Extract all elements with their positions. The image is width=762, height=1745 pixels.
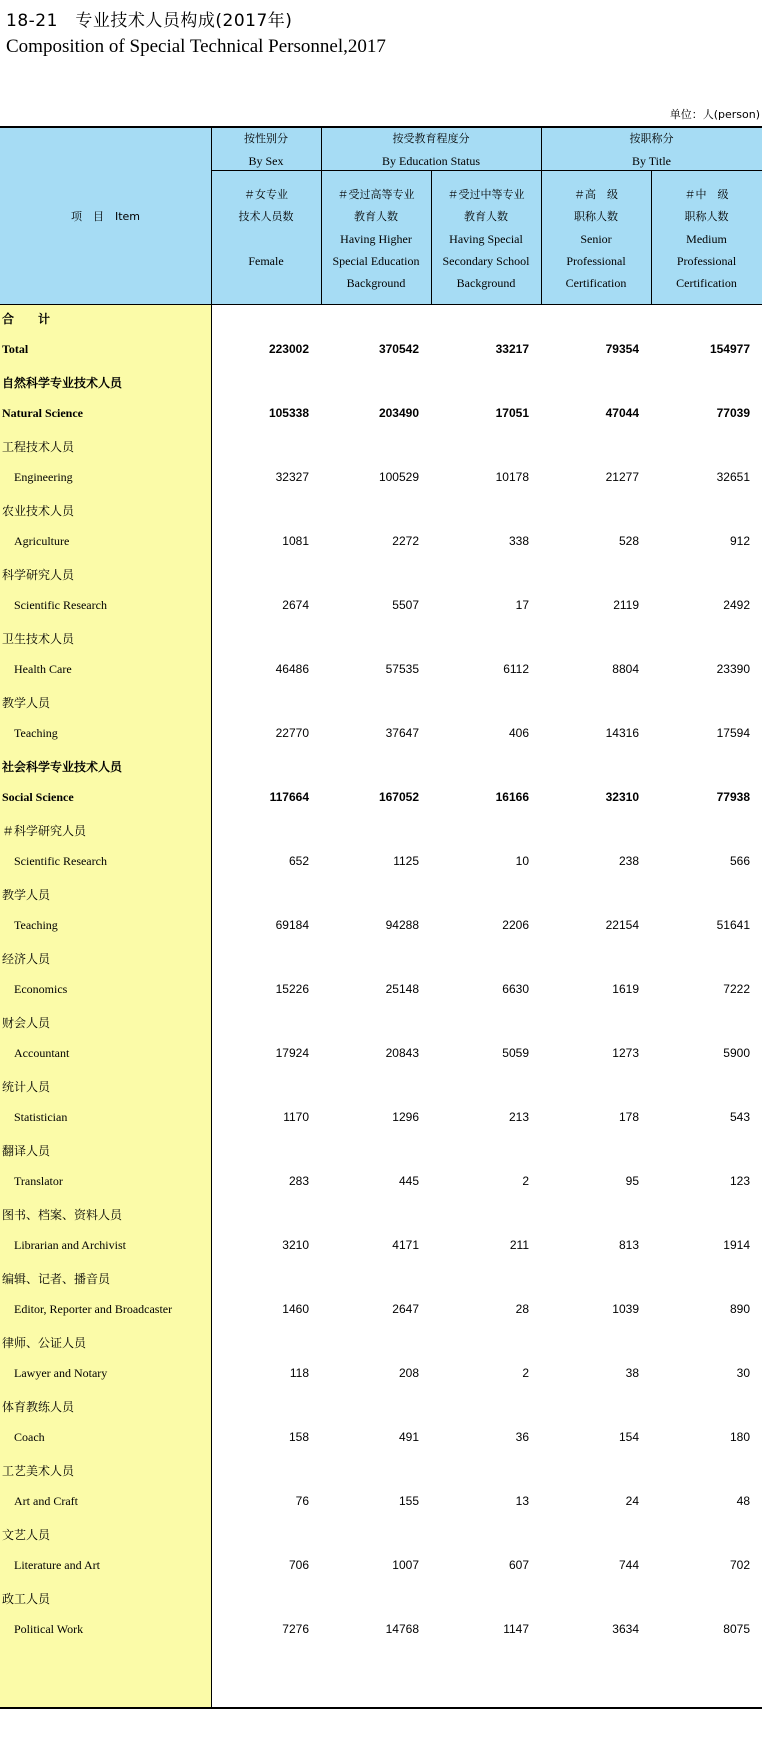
row-label-en: Natural Science <box>2 406 83 420</box>
table-cell: 28 <box>515 1302 529 1316</box>
table-cell: 32651 <box>716 470 750 484</box>
table-cell: 32310 <box>605 790 639 804</box>
col-header-senior: ＃高 级 职称人数 Senior Professional Certification <box>565 188 627 290</box>
table-cell: 14316 <box>605 726 639 740</box>
table-cell: 167052 <box>378 790 419 804</box>
table-cell: 706 <box>288 1558 309 1572</box>
table-cell: 1081 <box>282 534 309 548</box>
col-header-secondary-edu: ＃受过中等专业 教育人数 Having Special Secondary School Background <box>442 188 530 290</box>
table-cell: 17051 <box>495 406 529 420</box>
row-label-en: Translator <box>14 1174 63 1188</box>
row-label-en: Art and Craft <box>14 1494 78 1508</box>
table-cell: 77938 <box>716 790 750 804</box>
table-cell: 566 <box>729 854 750 868</box>
page-title-en: Composition of Special Technical Personnel,2017 <box>6 36 386 57</box>
table-cell: 543 <box>729 1110 750 1124</box>
group-header-title: 按职称分 By Title <box>629 132 674 168</box>
row-label-en: Agriculture <box>14 534 70 548</box>
row-label-cn: 卫生技术人员 <box>2 632 75 646</box>
table-cell: 16166 <box>495 790 529 804</box>
table-cell: 912 <box>729 534 750 548</box>
table-cell: 8075 <box>723 1622 750 1636</box>
table-cell: 123 <box>729 1174 750 1188</box>
row-label-cn: 体育教练人员 <box>2 1400 75 1414</box>
row-label-cn: 自然科学专业技术人员 <box>2 376 123 390</box>
table-cell: 406 <box>508 726 529 740</box>
table-cell: 813 <box>618 1238 639 1252</box>
table-cell: 23390 <box>716 662 750 676</box>
table-cell: 48 <box>736 1494 750 1508</box>
item-column-divider <box>211 128 212 1707</box>
col-header-medium: ＃中 级 职称人数 Medium Professional Certification <box>676 188 737 290</box>
row-label-cn: 政工人员 <box>2 1592 51 1606</box>
table-cell: 3210 <box>282 1238 309 1252</box>
row-label-cn: 编辑、记者、播音员 <box>2 1272 111 1286</box>
table-cell: 105338 <box>268 406 309 420</box>
row-label-cn: 合 计 <box>2 312 51 326</box>
table-cell: 180 <box>729 1430 750 1444</box>
table-cell: 203490 <box>378 406 419 420</box>
table-cell: 1914 <box>723 1238 750 1252</box>
table-cell: 211 <box>509 1238 529 1252</box>
table-cell: 118 <box>289 1366 309 1380</box>
table-cell: 155 <box>398 1494 419 1508</box>
table-cell: 117664 <box>269 790 309 804</box>
table-cell: 24 <box>625 1494 639 1508</box>
row-label-en: Health Care <box>14 662 72 676</box>
table-cell: 20843 <box>385 1046 419 1060</box>
table-cell: 2492 <box>723 598 750 612</box>
row-label-cn: 社会科学专业技术人员 <box>2 760 123 774</box>
table-cell: 158 <box>288 1430 309 1444</box>
table-cell: 1273 <box>612 1046 639 1060</box>
table-cell: 1619 <box>612 982 639 996</box>
table-cell: 238 <box>618 854 639 868</box>
table-cell: 94288 <box>385 918 419 932</box>
table-cell: 10178 <box>495 470 529 484</box>
row-label-en: Statistician <box>14 1110 68 1124</box>
table-cell: 37647 <box>385 726 419 740</box>
row-label-en: Total <box>2 342 29 356</box>
table-cell: 154977 <box>709 342 750 356</box>
row-label-en: Political Work <box>14 1622 84 1636</box>
row-label-en: Economics <box>14 982 68 996</box>
table-cell: 7276 <box>282 1622 309 1636</box>
table-cell: 2674 <box>282 598 309 612</box>
table-cell: 46486 <box>275 662 309 676</box>
row-label-cn: 统计人员 <box>2 1080 51 1094</box>
table-cell: 2 <box>522 1366 529 1380</box>
table-cell: 370542 <box>378 342 419 356</box>
table-cell: 6630 <box>502 982 529 996</box>
table-cell: 3634 <box>612 1622 639 1636</box>
table-cell: 21277 <box>605 470 639 484</box>
col-header-higher-edu: ＃受过高等专业 教育人数 Having Higher Special Education Background <box>332 188 420 290</box>
table-cell: 79354 <box>605 342 639 356</box>
row-label-cn: 教学人员 <box>2 696 51 710</box>
table-cell: 2647 <box>392 1302 419 1316</box>
table-cell: 652 <box>288 854 309 868</box>
table-cell: 100529 <box>378 470 419 484</box>
row-label-en: Editor, Reporter and Broadcaster <box>14 1302 173 1316</box>
table-cell: 17594 <box>716 726 750 740</box>
row-label-en: Scientific Research <box>14 854 107 868</box>
table-cell: 8804 <box>612 662 639 676</box>
row-label-en: Accountant <box>14 1046 70 1060</box>
col-header-female: ＃女专业 技术人员数 Female <box>238 188 294 268</box>
data-table <box>0 126 762 1710</box>
table-cell: 744 <box>618 1558 639 1572</box>
row-label-en: Teaching <box>14 918 58 932</box>
row-label-cn: 图书、档案、资料人员 <box>2 1208 123 1222</box>
table-cell: 2272 <box>392 534 419 548</box>
table-cell: 1460 <box>282 1302 309 1316</box>
table-cell: 25148 <box>385 982 419 996</box>
table-cell: 1296 <box>392 1110 419 1124</box>
row-label-cn: 经济人员 <box>2 952 51 966</box>
table-cell: 4171 <box>392 1238 419 1252</box>
table-cell: 283 <box>288 1174 309 1188</box>
table-cell: 95 <box>625 1174 639 1188</box>
table-cell: 607 <box>508 1558 529 1572</box>
table-cell: 69184 <box>275 918 309 932</box>
table-cell: 10 <box>515 854 529 868</box>
table-cell: 154 <box>618 1430 639 1444</box>
row-label-en: Lawyer and Notary <box>14 1366 108 1380</box>
table-cell: 1007 <box>392 1558 419 1572</box>
table-cell: 22770 <box>275 726 309 740</box>
row-label-cn: 科学研究人员 <box>2 568 75 582</box>
table-cell: 36 <box>515 1430 529 1444</box>
table-cell: 2206 <box>502 918 529 932</box>
row-label-en: Teaching <box>14 726 58 740</box>
row-label-cn: 农业技术人员 <box>2 504 75 518</box>
table-cell: 208 <box>398 1366 419 1380</box>
table-cell: 890 <box>729 1302 750 1316</box>
row-label-cn: 教学人员 <box>2 888 51 902</box>
row-label-cn: 工程技术人员 <box>2 440 75 454</box>
item-header: 项 目 Item <box>70 210 141 223</box>
row-label-en: Scientific Research <box>14 598 107 612</box>
row-label-en: Librarian and Archivist <box>14 1238 126 1252</box>
page-title-cn: 18-21 专业技术人员构成(2017年) <box>6 11 293 31</box>
table-cell: 51641 <box>716 918 750 932</box>
table-cell: 1147 <box>503 1622 529 1636</box>
row-label-en: Engineering <box>14 470 73 484</box>
table-cell: 491 <box>398 1430 419 1444</box>
table-cell: 17 <box>515 598 529 612</box>
table-cell: 2119 <box>613 598 639 612</box>
table-cell: 5900 <box>723 1046 750 1060</box>
table-cell: 15226 <box>275 982 309 996</box>
group-header-sex: 按性别分 By Sex <box>244 132 288 168</box>
table-cell: 445 <box>398 1174 419 1188</box>
table-cell: 32327 <box>275 470 309 484</box>
row-label-en: Literature and Art <box>14 1558 100 1572</box>
table-cell: 702 <box>729 1558 750 1572</box>
table-cell: 7222 <box>723 982 750 996</box>
table-cell: 178 <box>618 1110 639 1124</box>
table-cell: 76 <box>295 1494 309 1508</box>
row-label-en: Coach <box>14 1430 45 1444</box>
table-cell: 33217 <box>495 342 529 356</box>
table-cell: 5059 <box>502 1046 529 1060</box>
table-cell: 30 <box>736 1366 750 1380</box>
unit-label: 单位：人(person) <box>669 108 760 121</box>
row-label-cn: 律师、公证人员 <box>2 1336 87 1350</box>
table-cell: 1125 <box>393 854 419 868</box>
table-cell: 2 <box>522 1174 529 1188</box>
group-header-education: 按受教育程度分 By Education Status <box>382 132 480 168</box>
table-cell: 213 <box>508 1110 529 1124</box>
table-cell: 13 <box>515 1494 529 1508</box>
table-cell: 22154 <box>605 918 639 932</box>
table-cell: 57535 <box>385 662 419 676</box>
table-cell: 223002 <box>268 342 309 356</box>
row-label-en: Social Science <box>2 790 74 804</box>
row-label-cn: 翻译人员 <box>2 1144 51 1158</box>
table-cell: 338 <box>508 534 529 548</box>
row-label-cn: 工艺美术人员 <box>2 1464 75 1478</box>
row-label-cn: 财会人员 <box>2 1016 51 1030</box>
table-cell: 1039 <box>612 1302 639 1316</box>
table-cell: 528 <box>618 534 639 548</box>
row-label-cn: 文艺人员 <box>2 1528 51 1542</box>
table-cell: 6112 <box>503 662 529 676</box>
header-bottom-rule <box>0 304 762 305</box>
table-cell: 17924 <box>275 1046 309 1060</box>
table-cell: 1170 <box>283 1110 309 1124</box>
row-label-cn: ＃科学研究人员 <box>2 824 87 838</box>
table-cell: 47044 <box>605 406 639 420</box>
table-cell: 14768 <box>385 1622 419 1636</box>
table-cell: 77039 <box>716 406 750 420</box>
table-cell: 38 <box>625 1366 639 1380</box>
table-cell: 5507 <box>392 598 419 612</box>
table-bottom-rule <box>0 1707 762 1709</box>
